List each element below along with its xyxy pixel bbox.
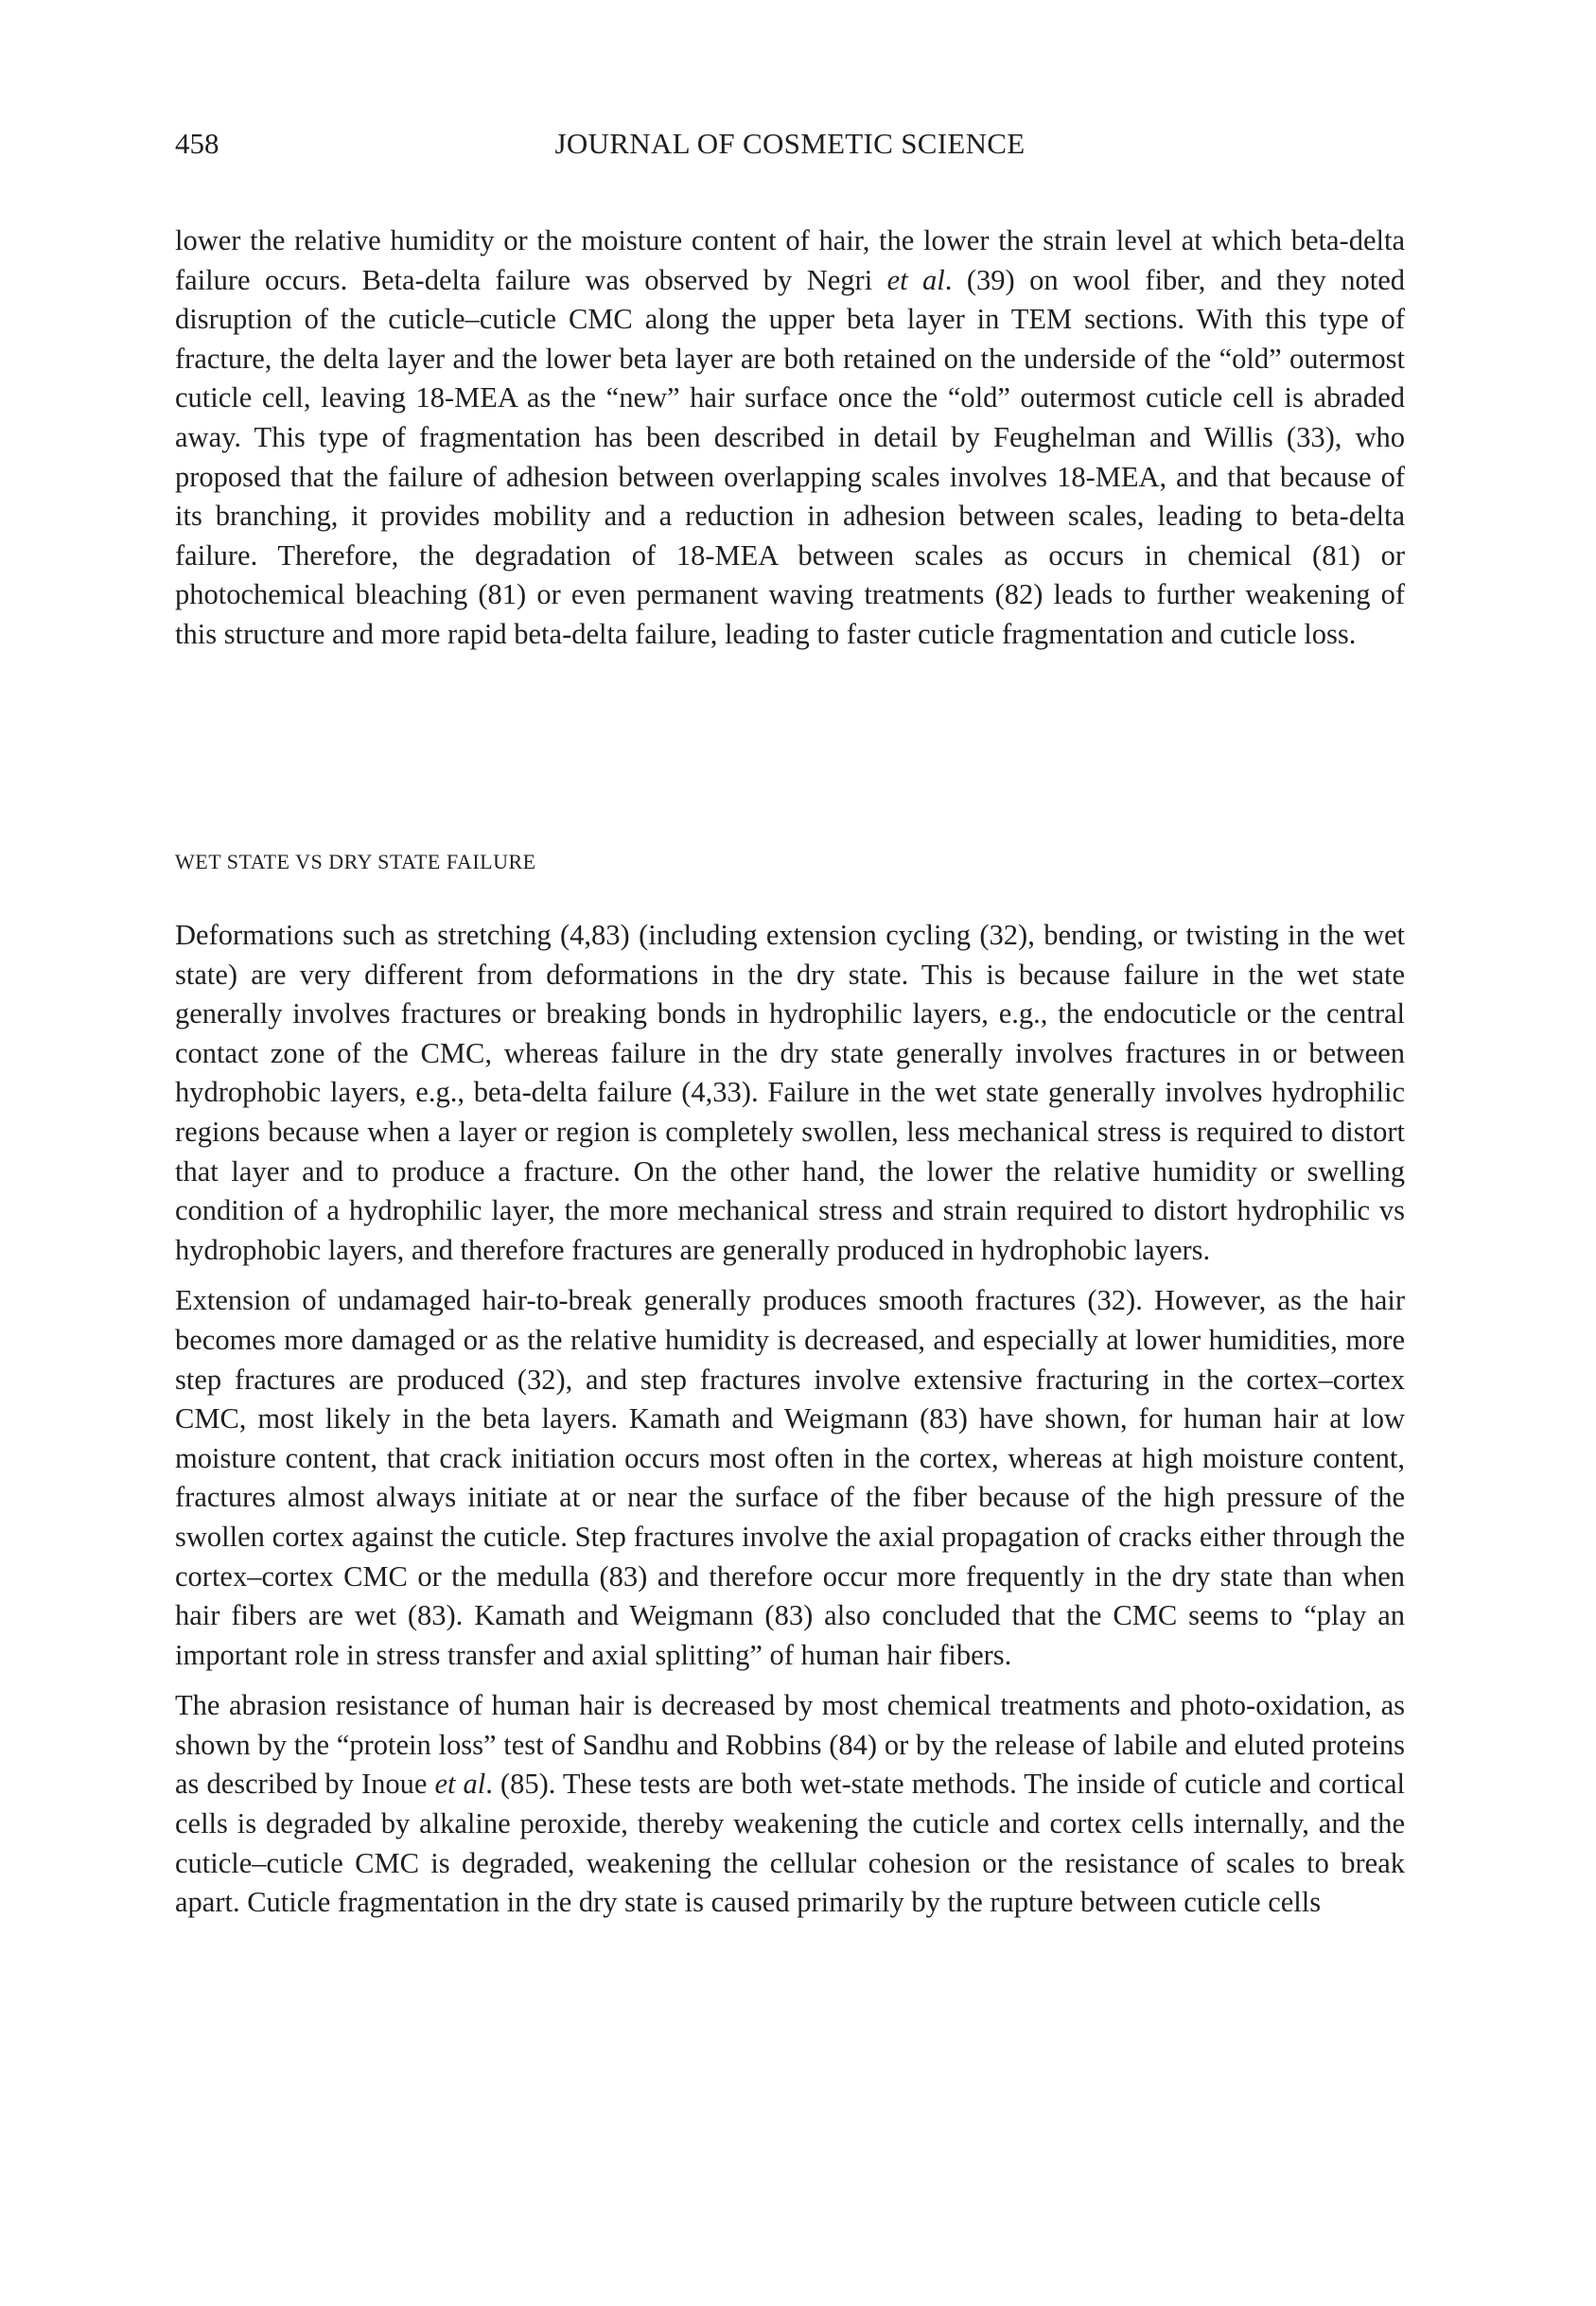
page-number: 458	[175, 127, 219, 160]
italic-text-segment: et al	[434, 1768, 486, 1801]
text-segment: Deformations such as stretching (4,83) (including extension cycling (32), bending, or twisting in the wet state) are very different from deformations in the dry state. This is because failure in the wet state generally involves fractures or breaking bonds in hydrophilic layers, e.g., the endocuticle or the central contact zone of the CMC, whereas failure in the dry state generally involves fractures in or between hydrophobic layers, e.g., beta-delta failure (4,33). Failure in the wet state generally involves hydrophilic regions because when a layer or region is completely swollen, less mechanical stress is required to distort that layer and to produce a fracture. On the other hand, the lower the relative humidity or swelling condition of a hydrophilic layer, the more mechanical stress and strain required to distort hydrophilic vs hydrophobic layers, and therefore fractures are generally produced in hydrophobic layers.	[175, 919, 1405, 1266]
text-segment: Extension of undamaged hair-to-break generally produces smooth fractures (32). However, as the hair becomes more damaged or as the relative humidity is decreased, and especially at lower humidities, more step fractures are produced (32), and step fractures involve extensive fracturing in the cortex–cortex CMC, most likely in the beta layers. Kamath and Weigmann (83) have shown, for human hair at low moisture content, that crack initiation occurs most often in the cortex, whereas at high moisture content, fractures almost always initiate at or near the surface of the fiber because of the high pressure of the swollen cortex against the cuticle. Step fractures involve the axial propagation of cracks either through the cortex–cortex CMC or the medulla (83) and therefore occur more frequently in the dry state than when hair fibers are wet (83). Kamath and Weigmann (83) also concluded that the CMC seems to “play an important role in stress transfer and axial splitting” of human hair fibers.	[175, 1284, 1405, 1671]
section-heading: WET STATE VS DRY STATE FAILURE	[175, 850, 536, 873]
text-segment: . (85). These tests are both wet-state methods. The inside of cuticle and cortical cells is degraded by alkaline peroxide, thereby weakening the cuticle and cortex cells internally, and the cuticle–cuticle CMC is degraded, weakening the cellular cohesion or the resistance of scales to break apart. Cuticle fragmentation in the dry state is caused primarily by the rupture between cuticle cells	[175, 1768, 1405, 1919]
paragraph	[175, 1686, 1405, 1923]
paragraph	[175, 221, 1405, 655]
journal-title: JOURNAL OF COSMETIC SCIENCE	[554, 127, 1026, 160]
italic-text-segment: et al	[886, 263, 945, 296]
text-segment: . (39) on wool fiber, and they noted disruption of the cuticle–cuticle CMC along the upper beta layer in TEM sections. With this type of fracture, the delta layer and the lower beta layer are both retained on the underside of the “old” outermost cuticle cell, leaving 18-MEA as the “new” hair surface once the “old” outermost cuticle cell is abraded away. This type of fragmentation has been described in detail by Feughelman and Willis (33), who proposed that the failure of adhesion between overlapping scales involves 18-MEA, and that because of its branching, it provides mobility and a reduction in adhesion between scales, leading to beta-delta failure. Therefore, the degradation of 18-MEA between scales as occurs in chemical (81) or photochemical bleaching (81) or even permanent waving treatments (82) leads to further weakening of this structure and more rapid beta-delta failure, leading to faster cuticle fragmentation and cuticle loss.	[175, 263, 1405, 650]
paragraph	[175, 1281, 1405, 1675]
text-segment: lower the relative humidity or the moisture content of hair, the lower the strain level at which beta-delta failure occurs. Beta-delta failure was observed by Negri	[175, 224, 1405, 296]
section-text-block	[175, 916, 1405, 1923]
running-head	[175, 125, 1405, 163]
intro-text-block	[175, 221, 1405, 655]
paragraph	[175, 916, 1405, 1270]
text-segment: The abrasion resistance of human hair is decreased by most chemical treatments and photo-oxidation, as shown by the “protein loss” test of Sandhu and Robbins (84) or by the release of labile and eluted proteins as described by Inoue	[175, 1689, 1405, 1801]
